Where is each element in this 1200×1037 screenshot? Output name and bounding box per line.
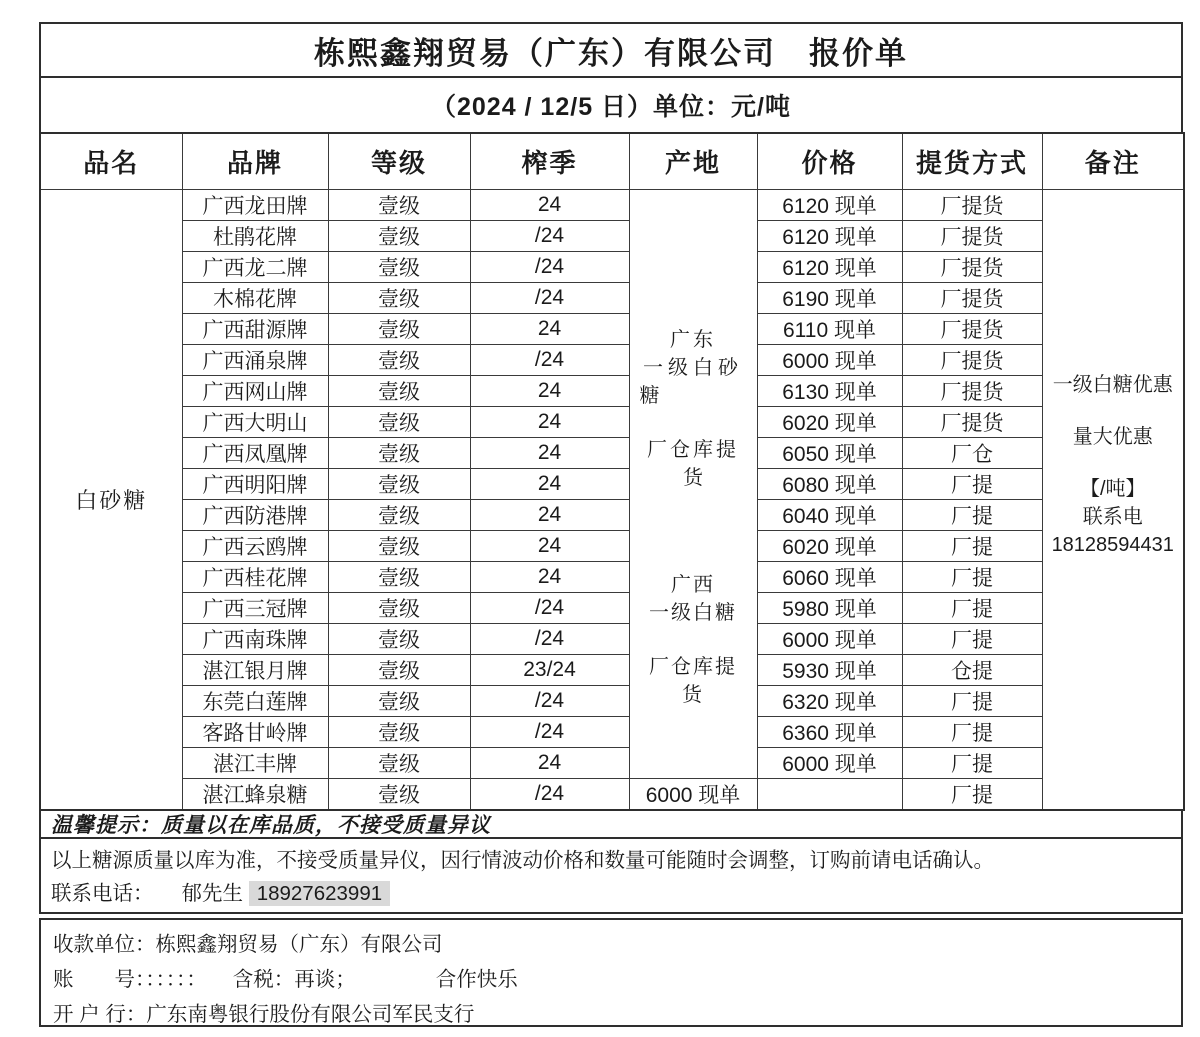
product-name-cell: 白砂糖 (40, 190, 182, 811)
contact-name: 郁先生 (181, 882, 243, 905)
brand-cell: 东莞白莲牌 (182, 686, 328, 717)
grade-cell: 壹级 (328, 438, 470, 469)
season-cell: /24 (470, 624, 629, 655)
contact-line (51, 877, 1171, 910)
season-cell: 24 (470, 190, 629, 221)
origin-guangxi: 广西 一级白糖 厂仓库提 货 (649, 574, 737, 706)
grade-cell: 壹级 (328, 562, 470, 593)
grade-cell: 壹级 (328, 345, 470, 376)
pickup-cell: 厂提 (902, 686, 1042, 717)
payee-name: 栋熙鑫翔贸易（广东）有限公司 (155, 933, 443, 956)
table-row (40, 469, 1184, 500)
header-product: 品名 (40, 133, 182, 190)
price-cell: 6050 现单 (757, 438, 902, 469)
season-cell: /24 (470, 779, 629, 811)
season-cell: /24 (470, 283, 629, 314)
origin-cell-empty (757, 779, 902, 811)
brand-cell: 广西防港牌 (182, 500, 328, 531)
price-cell: 6000 现单 (757, 748, 902, 779)
table-row (40, 655, 1184, 686)
season-cell: 24 (470, 562, 629, 593)
season-cell: 24 (470, 469, 629, 500)
date-unit-subtitle: （2024 / 12/5 日）单位：元/吨 (39, 76, 1183, 134)
season-cell: 24 (470, 438, 629, 469)
brand-cell: 广西明阳牌 (182, 469, 328, 500)
brand-cell: 湛江丰牌 (182, 748, 328, 779)
brand-cell: 客路甘岭牌 (182, 717, 328, 748)
pickup-cell: 厂提货 (902, 376, 1042, 407)
pickup-cell: 厂提 (902, 717, 1042, 748)
grade-cell: 壹级 (328, 748, 470, 779)
price-cell: 6060 现单 (757, 562, 902, 593)
header-remark: 备注 (1042, 133, 1184, 190)
price-cell: 6360 现单 (757, 717, 902, 748)
company-title: 栋熙鑫翔贸易（广东）有限公司 报价单 (39, 22, 1183, 78)
brand-cell: 广西甜源牌 (182, 314, 328, 345)
table-row (40, 748, 1184, 779)
price-cell: 6020 现单 (757, 531, 902, 562)
grade-cell: 壹级 (328, 500, 470, 531)
price-cell: 6190 现单 (757, 283, 902, 314)
grade-cell: 壹级 (328, 252, 470, 283)
table-row (40, 779, 1184, 811)
season-cell: 24 (470, 376, 629, 407)
price-cell: 6000 现单 (757, 345, 902, 376)
header-grade: 等级 (328, 133, 470, 190)
season-cell: /24 (470, 593, 629, 624)
brand-cell: 广西涌泉牌 (182, 345, 328, 376)
table-row (40, 531, 1184, 562)
table-row (40, 252, 1184, 283)
table-row (40, 593, 1184, 624)
pickup-cell: 厂提 (902, 593, 1042, 624)
price-cell: 6040 现单 (757, 500, 902, 531)
brand-cell: 广西大明山 (182, 407, 328, 438)
table-row (40, 345, 1184, 376)
contact-label: 联系电话： (51, 882, 154, 905)
brand-cell: 广西网山牌 (182, 376, 328, 407)
table-row (40, 686, 1184, 717)
bank-label: 开 户 行： (53, 1003, 147, 1026)
account-line (53, 962, 1169, 997)
bank-info-box (39, 918, 1183, 1027)
pickup-cell: 厂提货 (902, 314, 1042, 345)
season-cell: 24 (470, 531, 629, 562)
disclaimer-text: 以上糖源质量以库为准，不接受质量异仪，因行情波动价格和数量可能随时会调整，订购前请电话确认。 (51, 849, 994, 872)
price-cell: 5930 现单 (757, 655, 902, 686)
season-cell: 24 (470, 748, 629, 779)
brand-cell: 木棉花牌 (182, 283, 328, 314)
season-cell: /24 (470, 717, 629, 748)
payee-line (53, 927, 1169, 962)
brand-cell: 广西云鸥牌 (182, 531, 328, 562)
coop-note: 合作快乐 (435, 968, 518, 991)
pickup-cell: 厂提 (902, 779, 1042, 811)
pickup-cell: 厂提 (902, 500, 1042, 531)
header-season: 榨季 (470, 133, 629, 190)
price-cell: 6320 现单 (757, 686, 902, 717)
grade-cell: 壹级 (328, 593, 470, 624)
grade-cell: 壹级 (328, 469, 470, 500)
table-row (40, 717, 1184, 748)
warm-tip: 温馨提示：质量以在库品质，不接受质量异议 (39, 809, 1183, 839)
brand-cell: 广西三冠牌 (182, 593, 328, 624)
grade-cell: 壹级 (328, 655, 470, 686)
table-row (40, 500, 1184, 531)
pickup-cell: 厂仓 (902, 438, 1042, 469)
season-cell: 24 (470, 500, 629, 531)
grade-cell: 壹级 (328, 779, 470, 811)
grade-cell: 壹级 (328, 190, 470, 221)
price-cell: 6130 现单 (757, 376, 902, 407)
grade-cell: 壹级 (328, 686, 470, 717)
grade-cell: 壹级 (328, 221, 470, 252)
season-cell: 24 (470, 407, 629, 438)
account-label: 账 号：：：：：： (53, 968, 207, 991)
price-cell: 6120 现单 (757, 252, 902, 283)
header-price: 价格 (757, 133, 902, 190)
price-cell: 6000 现单 (629, 779, 757, 811)
season-cell: /24 (470, 345, 629, 376)
grade-cell: 壹级 (328, 531, 470, 562)
price-cell: 6080 现单 (757, 469, 902, 500)
pickup-cell: 厂提 (902, 748, 1042, 779)
grade-cell: 壹级 (328, 407, 470, 438)
brand-cell: 广西南珠牌 (182, 624, 328, 655)
pickup-cell: 厂提货 (902, 252, 1042, 283)
quotation-sheet (39, 22, 1183, 1027)
price-cell: 6000 现单 (757, 624, 902, 655)
price-cell: 6110 现单 (757, 314, 902, 345)
origin-guangdong: 广东 一级白砂 糖 厂仓库提 货 (639, 329, 743, 489)
remark-cell (1042, 190, 1184, 811)
remark-text: 一级白糖优惠 量大优惠 【/吨】 联系电 18128594431 (1051, 373, 1174, 556)
pickup-cell: 厂提 (902, 531, 1042, 562)
table-row (40, 562, 1184, 593)
pickup-cell: 仓提 (902, 655, 1042, 686)
table-row (40, 190, 1184, 221)
contact-phone: 18927623991 (249, 881, 390, 906)
brand-cell: 广西龙田牌 (182, 190, 328, 221)
pickup-cell: 厂提 (902, 562, 1042, 593)
grade-cell: 壹级 (328, 376, 470, 407)
pickup-cell: 厂提货 (902, 221, 1042, 252)
grade-cell: 壹级 (328, 624, 470, 655)
table-row (40, 283, 1184, 314)
price-cell: 5980 现单 (757, 593, 902, 624)
brand-cell: 杜鹃花牌 (182, 221, 328, 252)
table-row (40, 221, 1184, 252)
pickup-cell: 厂提货 (902, 345, 1042, 376)
brand-cell: 广西桂花牌 (182, 562, 328, 593)
brand-cell: 广西龙二牌 (182, 252, 328, 283)
header-origin: 产地 (629, 133, 757, 190)
table-row (40, 407, 1184, 438)
pickup-cell: 厂提货 (902, 407, 1042, 438)
season-cell: /24 (470, 686, 629, 717)
price-cell: 6120 现单 (757, 221, 902, 252)
table-row (40, 438, 1184, 469)
table-row (40, 624, 1184, 655)
header-row (40, 133, 1184, 190)
pickup-cell: 厂提货 (902, 283, 1042, 314)
grade-cell: 壹级 (328, 717, 470, 748)
notes-box (39, 837, 1183, 914)
pickup-cell: 厂提 (902, 469, 1042, 500)
origin-cell (629, 190, 757, 779)
bank-line (53, 997, 1169, 1032)
price-cell: 6120 现单 (757, 190, 902, 221)
grade-cell: 壹级 (328, 314, 470, 345)
pickup-cell: 厂提 (902, 624, 1042, 655)
table-row (40, 314, 1184, 345)
bank-name: 广东南粤银行股份有限公司军民支行 (146, 1003, 475, 1026)
quote-table (39, 132, 1185, 811)
brand-cell: 湛江蜂泉糖 (182, 779, 328, 811)
brand-cell: 湛江银月牌 (182, 655, 328, 686)
tax-note: 含税：再谈； (232, 968, 356, 991)
grade-cell: 壹级 (328, 283, 470, 314)
season-cell: 23/24 (470, 655, 629, 686)
season-cell: /24 (470, 221, 629, 252)
season-cell: /24 (470, 252, 629, 283)
pickup-cell: 厂提货 (902, 190, 1042, 221)
price-cell: 6020 现单 (757, 407, 902, 438)
header-brand: 品牌 (182, 133, 328, 190)
header-pickup: 提货方式 (902, 133, 1042, 190)
table-row (40, 376, 1184, 407)
season-cell: 24 (470, 314, 629, 345)
brand-cell: 广西凤凰牌 (182, 438, 328, 469)
payee-label: 收款单位： (53, 933, 156, 956)
